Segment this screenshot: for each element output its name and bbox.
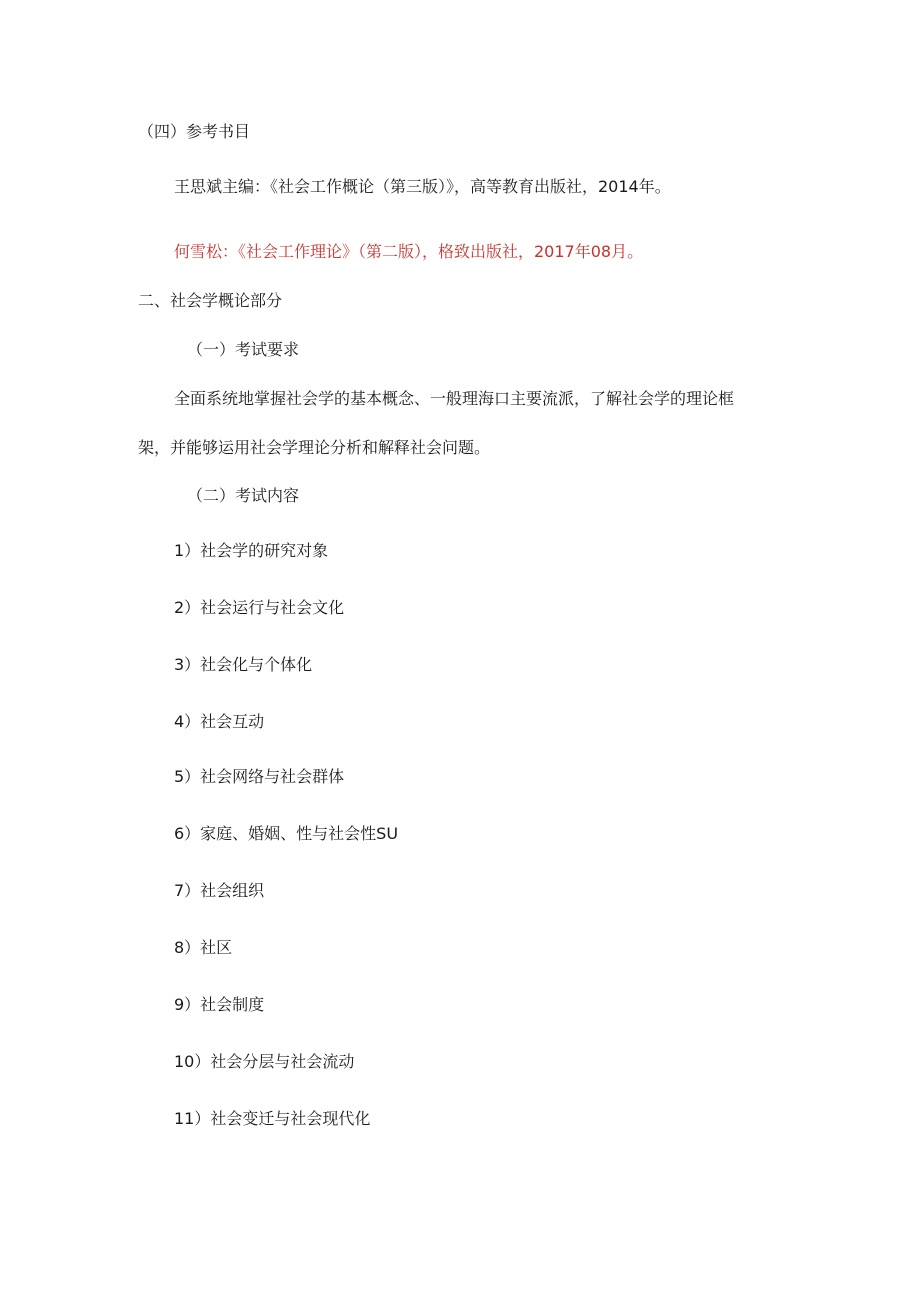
list-item: 10）社会分层与社会流动	[174, 1052, 355, 1071]
list-item: 6）家庭、婚姻、性与社会性SU	[174, 824, 399, 843]
list-item: 5）社会网络与社会群体	[174, 767, 345, 786]
list-item: 11）社会变迁与社会现代化	[174, 1109, 371, 1128]
list-item: 2）社会运行与社会文化	[174, 598, 345, 617]
requirements-heading: （一）考试要求	[187, 340, 300, 359]
list-item: 1）社会学的研究对象	[174, 541, 329, 560]
section-title: 二、社会学概论部分	[138, 291, 283, 310]
references-heading: （四）参考书目	[138, 122, 251, 141]
list-item: 3）社会化与个体化	[174, 655, 313, 674]
reference-item-highlighted: 何雪松：《社会工作理论》（第二版），格致出版社，2017年08月。	[174, 242, 644, 261]
list-item: 8）社区	[174, 938, 233, 957]
list-item: 7）社会组织	[174, 881, 265, 900]
reference-item: 王思斌主编：《社会工作概论（第三版）》，高等教育出版社，2014年。	[174, 177, 671, 196]
list-item: 4）社会互动	[174, 712, 265, 731]
content-heading: （二）考试内容	[187, 486, 300, 505]
requirements-paragraph-line-1: 全面系统地掌握社会学的基本概念、一般理海口主要流派，了解社会学的理论框	[174, 389, 735, 408]
list-item: 9）社会制度	[174, 995, 265, 1014]
requirements-paragraph-line-2: 架，并能够运用社会学理论分析和解释社会问题。	[138, 438, 491, 457]
